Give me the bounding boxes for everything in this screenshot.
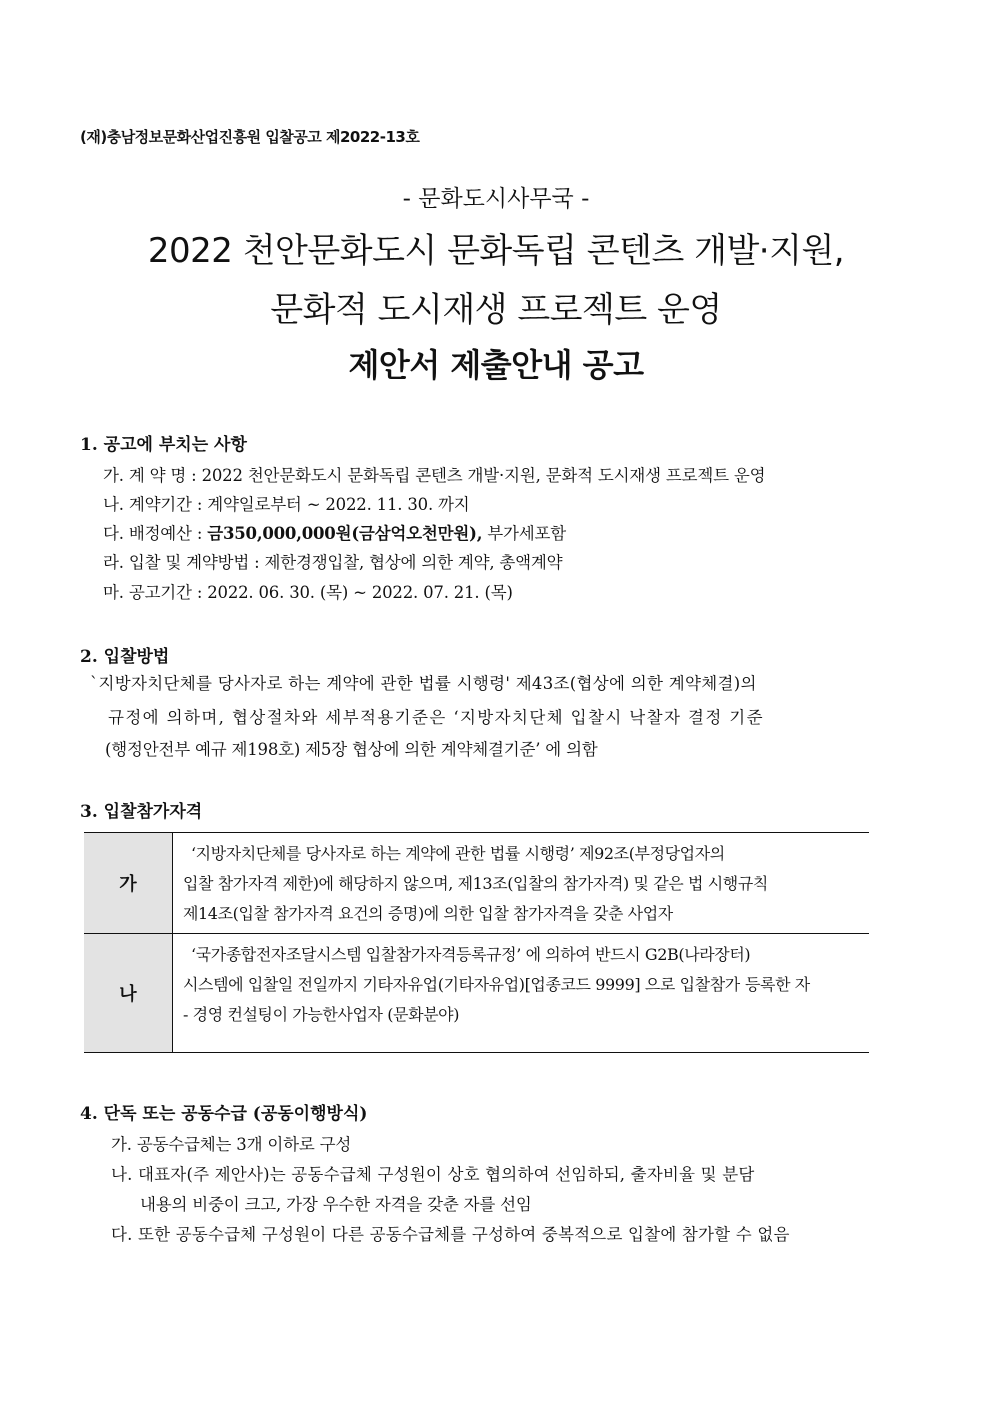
contract-period-line: 나. 계약기간 : 계약일로부터 ~ 2022. 11. 30. 까지 (103, 495, 470, 514)
table-row (84, 934, 869, 1053)
qualification-table (84, 832, 869, 1053)
budget-line (103, 520, 566, 544)
consortium-line-2: 나. 대표자(주 제안사)는 공동수급체 구성원이 상호 협의하여 선임하되, 출자비율 및 분담 (111, 1165, 755, 1184)
consortium-line-1: 가. 공동수급체는 3개 이하로 구성 (111, 1135, 352, 1154)
budget-prefix: 다. 배정예산 : (103, 524, 208, 543)
row-text-line: ‘국가종합전자조달시스템 입찰참가자격등록규정’ 에 의하여 반드시 G2B(나라장터) (190, 945, 751, 964)
row-text-line: 제14조(입찰 참가자격 요건의 증명)에 의한 입찰 참가자격을 갖춘 사업자 (183, 904, 673, 923)
notice-period-line: 마. 공고기간 : 2022. 06. 30. (목) ~ 2022. 07. 21. (목) (103, 583, 513, 602)
row-content (173, 833, 870, 934)
budget-suffix: 부가세포함 (482, 524, 567, 543)
row-label: 나 (84, 934, 173, 1053)
row-content (173, 934, 870, 1053)
consortium-line-3: 내용의 비중이 크고, 가장 우수한 자격을 갖춘 자를 선임 (140, 1195, 532, 1214)
bid-method-text-1: `지방자치단체를 당사자로 하는 계약에 관한 법률 시행령' 제43조(협상에 의한 계약체결)의 (90, 674, 757, 693)
section-3-heading: 3. 입찰참가자격 (80, 802, 203, 822)
table-row (84, 833, 869, 934)
bid-method-text-2: 규정에 의하며, 협상절차와 세부적용기준은 ‘지방자치단체 입찰시 낙찰자 결정 기준 (108, 708, 764, 727)
notice-number: (재)충남정보문화산업진흥원 입찰공고 제2022-13호 (80, 128, 420, 146)
section-2-heading: 2. 입찰방법 (80, 647, 170, 667)
row-label: 가 (84, 833, 173, 934)
row-text-line: 등록한 자 (745, 975, 810, 994)
consortium-line-4: 다. 또한 공동수급체 구성원이 다른 공동수급체를 구성하여 중복적으로 입찰에 참가할 수 없음 (111, 1225, 790, 1244)
contract-name-line: 가. 계 약 명 : 2022 천안문화도시 문화독립 콘텐츠 개발·지원, 문화적 도시재생 프로젝트 운영 (103, 466, 766, 485)
row-text-line: 입찰 참가자격 제한)에 해당하지 않으며, 제13조(입찰의 참가자격) 및 같은 법 시행규칙 (183, 874, 768, 893)
section-4-heading: 4. 단독 또는 공동수급 (공동이행방식) (80, 1104, 368, 1124)
row-text-line: 시스템에 입찰일 전일까지 기타자유업(기타자유업)[업종코드 9999] 으로 입찰참가 (183, 975, 740, 994)
title-line-2: 문화적 도시재생 프로젝트 운영 (270, 290, 722, 330)
title-line-3: 제안서 제출안내 공고 (348, 346, 644, 384)
bid-method-text-3: (행정안전부 예규 제198호) 제5장 협상에 의한 계약체결기준’ 에 의함 (105, 740, 598, 759)
budget-amount: 금350,000,000원(금삼억오천만원), (207, 524, 483, 543)
bid-method-line: 라. 입찰 및 계약방법 : 제한경쟁입찰, 협상에 의한 계약, 총액계약 (103, 553, 563, 572)
title-line-1: 2022 천안문화도시 문화독립 콘텐츠 개발·지원, (147, 231, 845, 271)
section-1-heading: 1. 공고에 부치는 사항 (80, 435, 247, 455)
row-text-line: - 경영 컨설팅이 가능한사업자 (문화분야) (183, 1005, 460, 1024)
department-label: - 문화도시사무국 - (402, 186, 590, 212)
row-text-line: ‘지방자치단체를 당사자로 하는 계약에 관한 법률 시행령’ 제92조(부정당업자의 (190, 844, 725, 863)
